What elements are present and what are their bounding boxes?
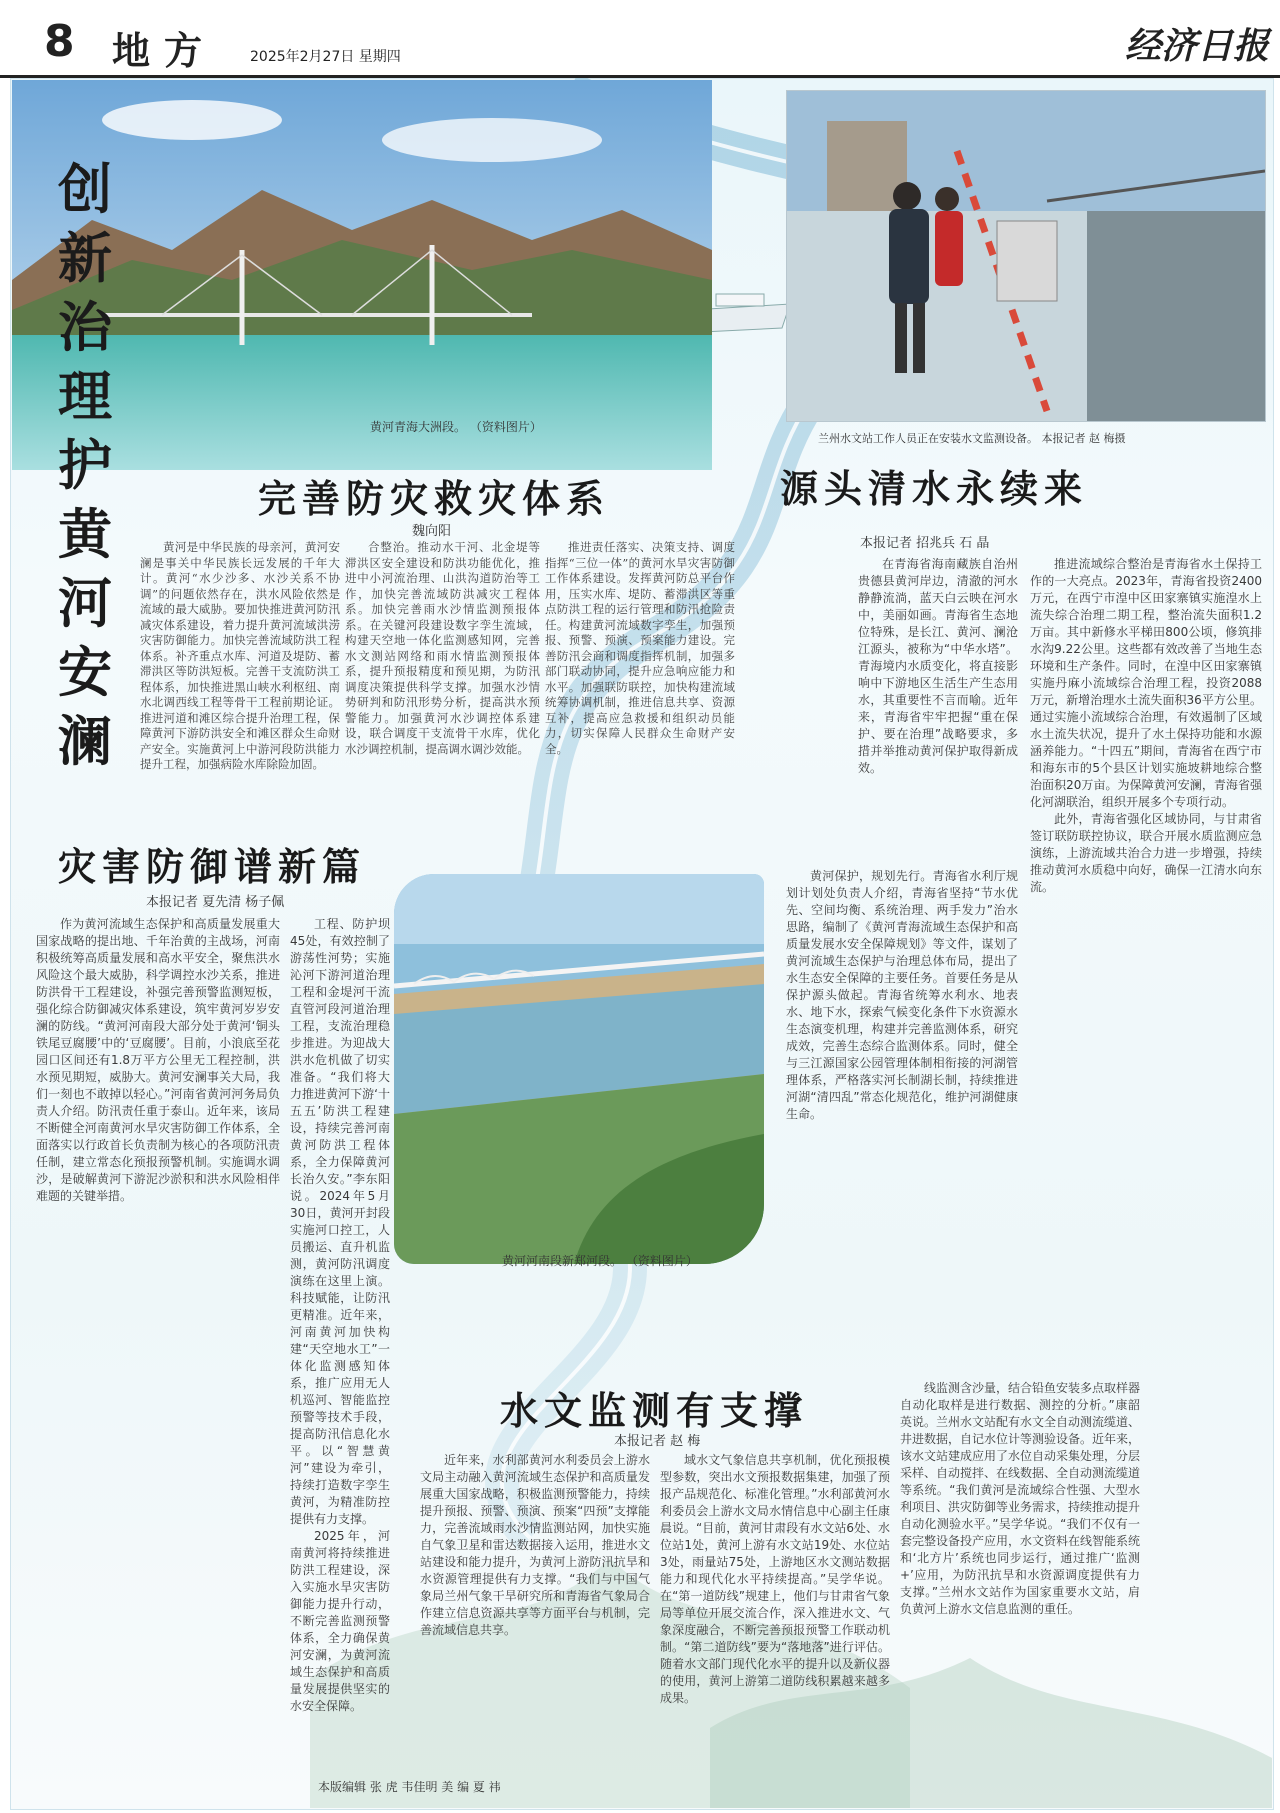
paragraph: 在青海省海南藏族自治州贵德县黄河岸边，清澈的河水静静流淌，蓝天白云映在河水中，美丽如画。青海省生态地位特殊，是长江、黄河、澜沧江源头，被称为“中华水塔”。青海境内水质变化，将直接影响中下游地区生活生产生态用水，其重要性不言而喻。近年来，青海省牢牢把握“重在保护、要在治理”战略要求，多措并举推动黄河保护取得新成效。: [858, 557, 1018, 775]
article-column: [1030, 556, 1262, 1452]
photo-caption: 兰州水文站工作人员正在安装水文监测设备。 本报记者 赵 梅摄: [818, 432, 1126, 445]
hydrology-scene-illustration: [787, 91, 1265, 421]
section-name: 地方: [112, 28, 217, 73]
page-number: 8: [44, 16, 75, 67]
photo-river-bridge: [394, 874, 764, 1264]
paragraph: 黄河是中华民族的母亲河，黄河安澜是事关中华民族长远发展的千年大计。黄河“水少沙多、水沙关系不协调”的问题依然存在，洪水风险依然是流域的最大威胁。要加快推进黄河防汛减灾体系建设，着力提升黄河流域洪涝灾害防御能力。加快完善流域防洪工程体系。补齐重点水库、河道及堤防、蓄滞洪区等防洪短板。完善干支流防洪工程体系，加快推进黑山峡水利枢纽、南水北调西线工程等骨干工程前期论证。推进河道和滩区综合提升治理工程，保障黄河下游防洪安全和滩区群众生命财产安全。实施黄河上中游河段防洪能力提升工程，加强病险水库除险加固。: [140, 540, 340, 771]
paragraph: 推进责任落实、决策支持、调度指挥“三位一体”的黄河水旱灾害防御工作体系建设。发挥黄河防总平台作用，压实水库、堤防、蓄滞洪区等重点防洪工程的运行管理和防汛抢险责任。构建黄河流域数字孪生，加强预报、预警、预演、预案能力建设。完善防汛会商和调度指挥机制，加强多部门联动协同，提升应急响应能力和水平。加强联防联控，加快构建流域统筹协调机制，推进信息共享、资源互补，提高应急救援和组织动员能力，切实保障人民群众生命财产安全。: [545, 540, 735, 756]
paragraph: 推进流域综合整治是青海省水土保持工作的一大亮点。2023年，青海省投资2400万元，在西宁市湟中区田家寨镇实施湟水上流失综合治理二期工程，整治流失面积1.2万亩。其中新修水平梯田800公顷，修筑排水沟9.22公里。这些都有效改善了当地生态环境和生产条件。同时，在湟中区田家寨镇实施丹麻小流域综合治理工程，投资2088万元，新增治理水土流失面积36平方公里。通过实施小流域综合治理，有效遏制了区域水土流失状况，提升了水土保持功能和水源涵养能力。“十四五”期间，青海省在西宁市和海东市的5个县区计划实施坡耕地综合整治面积20万亩。为保障黄河安澜，青海省强化河湖联治，组织开展多个专项行动。: [1030, 557, 1262, 809]
paragraph: 域水文气象信息共享机制，优化预报模型参数，突出水文预报数据集建，加强了预报产品规范化、标准化管理。”水利部黄河水利委员会上游水文局水情信息中心副主任康晨说。“目前，黄河甘肃段有水文站6处、水位站1处，黄河上游有水文站19处、水位站3处，雨量站75处，上游地区水文测站数据能力和现代化水平持续提高。”吴学华说。在“第一道防线”规建上，他们与甘肃省气象局等单位开展交流合作，深入推进水文、气象深度融合，不断完善预报预警工作联动机制。“第二道防线”要为“落地落”进行评估。随着水文部门现代化水平的提升以及新仪器的使用，黄河上游第二道防线积累越来越多成果。: [660, 1453, 890, 1705]
article-column: [660, 1452, 890, 1792]
photo-caption: 黄河河南段新郑河段。 （资料图片）: [502, 1254, 698, 1268]
article-column: [140, 540, 340, 840]
article-column: [36, 916, 280, 1796]
photo-yellow-river-canyon: [12, 80, 712, 470]
article-byline: 本报记者 招兆兵 石 晶: [860, 536, 990, 551]
publication-date: 2025年2月27日 星期四: [250, 49, 401, 65]
editors-credit: 本版编辑 张 虎 韦佳明 美 编 夏 祎: [318, 1780, 501, 1794]
article-column: [786, 868, 1018, 1452]
article-column: [290, 916, 390, 1796]
article-column: [545, 540, 735, 840]
photo-caption: 黄河青海大洲段。 （资料图片）: [370, 420, 542, 434]
paragraph: 工程、防护坝45处，有效控制了游荡性河势；实施沁河下游河道治理工程和金堤河干流直管河段河道治理工程，支流治理稳步推进。为迎战大洪水危机做了切实准备。“我们将大力推进黄河下游‘十五五’防洪工程建设，持续完善河南黄河防洪工程体系，全力保障黄河长治久安。”李东阳说。2024年5月30日，黄河开封段实施河口控工，人员搬运、直升机监测，黄河防汛调度演练在这里上演。科技赋能，让防汛更精准。近年来，河南黄河加快构建“天空地水工”一体化监测感知体系，推广应用无人机巡河、智能监控预警等技术手段，提高防汛信息化水平。以“智慧黄河”建设为牵引，持续打造数字孪生黄河，为精准防控提供有力支撑。: [290, 917, 390, 1526]
paragraph: 黄河保护，规划先行。青海省水利厅规划计划处负责人介绍，青海省坚持“节水优先、空间均衡、系统治理、两手发力”治水思路，编制了《黄河青海流域生态保护和高质量发展水安全保障规划》等文件，谋划了黄河流域生态保护与治理总体布局，提出了水生态安全保障的主要任务。首要任务是从保护源头做起。青海省统筹水利水、地表水、地下水，探索气候变化条件下水资源水生态演变机理，构建并完善监测体系，研究成效，完善生态综合监测体系。同时，健全与三江源国家公园管理体制相衔接的河湖管理体系，严格落实河长制湖长制，持续推进河湖“清四乱”常态化规范化，维护河湖健康生命。: [786, 869, 1018, 1121]
paragraph: 2025年，河南黄河将持续推进防洪工程建设，深入实施水旱灾害防御能力提升行动，不断完善监测预警体系，全力确保黄河安澜，为黄河流域生态保护和高质量发展提供坚实的水安全保障。: [290, 1529, 390, 1713]
article-column: [345, 540, 540, 840]
article-column: [858, 556, 1018, 864]
main-title: 创新治理护黄河安澜: [58, 157, 112, 773]
paragraph: 线监测含沙量，结合铅鱼安装多点取样器自动化取样是进行数据、测控的分析。”康韶英说。兰州水文站配有水文全自动测流缆道、井进数据，自记水位计等测验设备。近年来，该水文站建成应用了水位自动采集处理，分层采样、自动搅拌、在线数据、全自动测流缆道等系统。“我们黄河是流域综合性强、大型水利项目、洪灾防御等业务需求，持续推动提升自动化测验水平。”吴学华说。“我们不仅有一套完整设备投产应用，水文资料在线智能系统和‘北方片’系统也同步运行，通过推广‘监测+’应用，为防汛抗旱和水资源调度提供有力支撑。”兰州水文站作为国家重要水文站，肩负黄河上游水文信息监测的重任。: [900, 1381, 1140, 1616]
paragraph: 作为黄河流域生态保护和高质量发展重大国家战略的提出地、千年治黄的主战场，河南积极统筹高质量发展和高水平安全，聚焦洪水风险这个最大威胁，科学调控水沙关系，推进防洪骨干工程建设，补强完善预警监测短板，强化综合防御减灾体系建设，筑牢黄河岁岁安澜的防线。“黄河河南段大部分处于黄河‘铜头铁尾豆腐腰’中的‘豆腐腰’。目前，小浪底至花园口区间还有1.8万平方公里无工程控制，洪水预见期短，威胁大。黄河安澜事关大局，我们一刻也不敢掉以轻心。”河南省黄河河务局负责人介绍。防汛责任重于泰山。近年来，该局不断健全河南黄河水旱灾害防御工作体系，全面落实以行政首长负责制为核心的各项防汛责任制，建立常态化预报预警机制。实施调水调沙，是破解黄河下游泥沙淤积和洪水风险相伴难题的关键举措。: [36, 917, 280, 1203]
masthead: [0, 0, 1280, 78]
bridge-landscape-illustration: [12, 80, 712, 470]
river-bridge-illustration: [394, 874, 764, 1264]
newspaper-brand: 经济日报: [1125, 25, 1270, 67]
article-byline: 本报记者 夏先清 杨子佩: [146, 895, 285, 910]
article-byline: 本报记者 赵 梅: [614, 1434, 701, 1449]
article-title: 水文监测有支撑: [500, 1388, 809, 1433]
paragraph: 近年来，水利部黄河水利委员会上游水文局主动融入黄河流域生态保护和高质量发展重大国家战略，积极监测预警能力，持续提升预报、预警、预演、预案“四预”支撑能力，完善流域雨水沙情监测站网，加快实施自气象卫星和雷达数据接入运用，推进水文站建设和能力提升，为黄河上游防汛抗旱和水资源管理提供有力支撑。“我们与中国气象局兰州气象干旱研究所和青海省气象局合作建立信息资源共享等方面平台与机制，完善流域信息共享。: [420, 1453, 650, 1637]
article-title: 灾害防御谱新篇: [58, 844, 367, 889]
article-byline: 魏向阳: [412, 524, 452, 539]
article-title: 源头清水永续来: [780, 466, 1089, 511]
paragraph: 合整治。推动水干河、北金堤等滞洪区安全建设和防洪功能优化，推进中小河流治理、山洪沟道防治等工作，加快完善流域防洪减灾工程体系。加快完善雨水沙情监测预报体系。在关键河段建设数字孪生流域，构建天空地一体化监测感知网，完善水文测站网络和雨水情监测预报体系，提升预报精度和预见期，为防汛调度决策提供科学支撑。加强水沙情势研判和防汛形势分析，提高洪水预警能力。加强黄河水沙调控体系建设，联合调度干支流骨干水库，优化水沙调控机制，提高调水调沙效能。: [345, 540, 540, 756]
article-column: [420, 1452, 650, 1792]
article-column: [900, 1380, 1140, 1792]
article-title: 完善防灾救灾体系: [258, 476, 611, 521]
paragraph: 此外，青海省强化区域协同，与甘肃省签订联防联控协议，联合开展水质监测应急演练，上游流域共治合力进一步增强，持续推动黄河水质稳中向好，确保一江清水向东流。: [1030, 812, 1262, 894]
photo-hydrology-workers: [786, 90, 1266, 422]
